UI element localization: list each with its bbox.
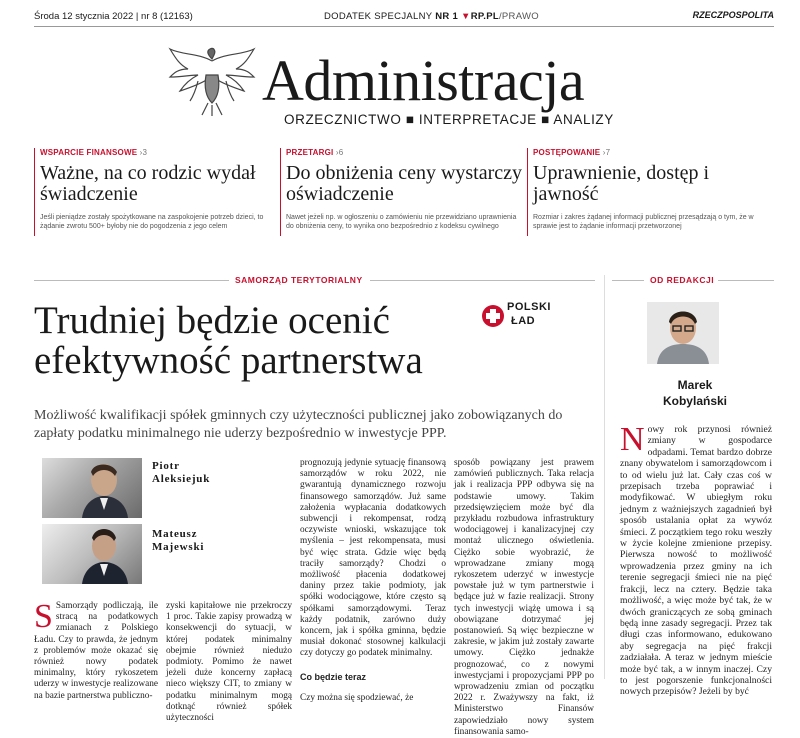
supplement-label: DODATEK SPECJALNY NR 1 ▼RP.PL/PRAWO [324,11,539,22]
polski-lad-logo-icon [481,301,505,331]
article-headline: Trudniej będzie ocenić efektywność partnerstwa [34,299,423,382]
publisher-logo: RZECZPOSPOLITA [692,10,774,20]
subheading: Co będzie teraz [300,671,367,682]
article-column-4: sposób powiązany jest prawem zamówień publicznych. Taka relacja jak i realizacja PPP odbywa się na podstawie umowy. Takim przedsięwzięciem może być dla przykładu rozbudowa infrastruktury wodociągowej i kanalizacyjnej czy montaż ulicznego oświetlenia. Ciężko sobie wyobrazić, że wprowadzane zmiany mogą rykoszetem uderzyć w inwestycje powstałe już w tym partnerstwie i będące już w fazie realizacji. Strony tych inwestycji wiążę umowa i są obowiązane dotrzymać jej postanowień. Są więc bezpieczne w zakresie, w jakim już zostały zawarte umowy. Ciężko jednakże prognozować, co z nowymi inwestycjami i propozycjami PPP po wprowadzeniu zmian od początku 2022 r. Zważywszy na fakt, iż Ministerstwo Finansów zapowiedziało nowy system finansowania samo- [454,458,594,737]
author-photo-aleksiejuk [42,458,142,518]
article-column-1: S Samorządy podliczają, ile stracą na podatkowych zmianach z Polskiego Ładu. Czy to prawda, że jednym z problemów może okazać się również nowy podatek minimalny, który rykoszetem uderzy w inwestycje realizowane na bazie partnerstwa publiczno- [34,598,158,701]
author-name-1: Piotr Aleksiejuk [152,460,211,485]
article-column-2: zyski kapitałowe nie przekroczy 1 proc. Takie zapisy prowadzą w konsekwencji do sytuacji, w której podatek minimalny obejmie również niedużo podmioty. Pomimo że nawet jeżeli duże koncerny zapłacą nieco większy CIT, to zmiany w podatku minimalnym mogą dotknąć również spółek użyteczności [166,601,292,724]
masthead-tagline: ORZECZNICTWO ■ INTERPRETACJE ■ ANALIZY [284,112,614,127]
teaser-summary: Nawet jeżeli np. w ogłoszeniu o zamówieniu nie przewidziano uprawnienia do obniżenia ceny, to wynika ono bezpośrednio z kodeksu cywilnego [286,214,517,230]
top-bar [34,8,774,26]
author-name-2: Mateusz Majewski [152,528,205,553]
editorial-label: OD REDAKCJI [650,275,715,285]
teaser-kicker: WSPARCIE FINANSOWE ›3 [40,148,148,157]
eagle-emblem-icon [168,45,256,117]
issue-date: Środa 12 stycznia 2022 | nr 8 (12163) [34,11,193,22]
author-photo-majewski [42,524,142,584]
editor-photo [647,302,719,364]
teaser-summary: Rozmiar i zakres żądanej informacji publicznej przesądzają o tym, że w sprawie jest to żądanie informacji przetworzonej [533,214,754,230]
polski-lad-badge: POLSKI ŁAD [481,300,551,332]
article-column-3: prognozują jedynie sytuację finansową samorządów w roku 2022, nie gwarantują dynamicznego rozwoju finansowego samorządów. Już same założenia wypłacania dodatkowych subwencji i rekompensat, rodzą oczywiste wnioski, wskazujące tok myślenia – jest rekompensata, musi być więc strata. Gdzie więc będą traciły samorządy? Chodzi o możliwość płacenia dodatkowej daniny przez takie podmioty, jak spółki wodociągowe, które często są spółkami samorządowymi. Teraz każdy podatnik, zarówno duży koncern, jak i spółka gminna, będzie musiał dokonać stosownej kalkulacji czy dotyczy go podatek minimalny. Co będzie teraz Czy można się spodziewać, że [300,458,446,703]
editor-name: Marek Kobylański [662,378,728,408]
teaser-3[interactable] [533,148,773,231]
editorial-text: Nowy rok przynosi również zmiany w gospodarce odpadami. Temat bardzo dobrze znany obywatelom i samorządowcom i to od wielu już lat. Cały czas coś w przepisach trzeba poprawiać i modyfikować. W ubiegłym roku jednym z ważniejszych zagadnień był sposób ustalania opłat za wywóz śmieci. Z początkiem tego roku weszły w życie kolejne zmienione przepisy. Pierwsza nowość to możliwość wprowadzenia przez gminy na ich terenie segregacji śmieci nie na pięć frakcji, lecz na cztery. Będzie taka możliwość, a więc może być tak, że w dwóch graniczących ze sobą gminach będą inne zasady segregacji. Przez tak długi czas informowano, edukowano aby segregacja na pięć frakcji zadziałała. A teraz w jednym mieście może być tak, a w innym inaczej. Czy to jest pogorszenie funkcjonalności nowych przepisów? Jeżeli by być [620,421,772,698]
teaser-1[interactable] [40,148,280,231]
masthead-title: Administracja [262,48,585,113]
teaser-title: Ważne, na co rodzic wydał świadczenie [40,162,256,205]
dropcap: S [34,598,53,635]
teaser-title: Do obniżenia ceny wystarczy oświadczenie [286,162,523,205]
article-lead: Możliwość kwalifikacji spółek gminnych czy użyteczności publicznej jako zobowiązanych do zapłaty podatku minimalnego nie uderzy bezpośrednio w inwestycje PPP. [34,408,563,441]
editorial-dropcap: N [620,421,645,458]
teaser-kicker: PRZETARGI ›6 [286,148,344,157]
teaser-title: Uprawnienie, dostęp i jawność [533,162,710,205]
rp-logo-icon: ▼ [461,11,471,22]
section-label: SAMORZĄD TERYTORIALNY [235,275,363,285]
teaser-summary: Jeśli pieniądze zostały spożytkowane na zaspokojenie potrzeb dzieci, to żądanie zwrotu 500+ byłoby nie do pogodzenia z jego celem [40,214,264,230]
teaser-kicker: POSTĘPOWANIE ›7 [533,148,611,157]
teaser-2[interactable] [286,148,526,231]
